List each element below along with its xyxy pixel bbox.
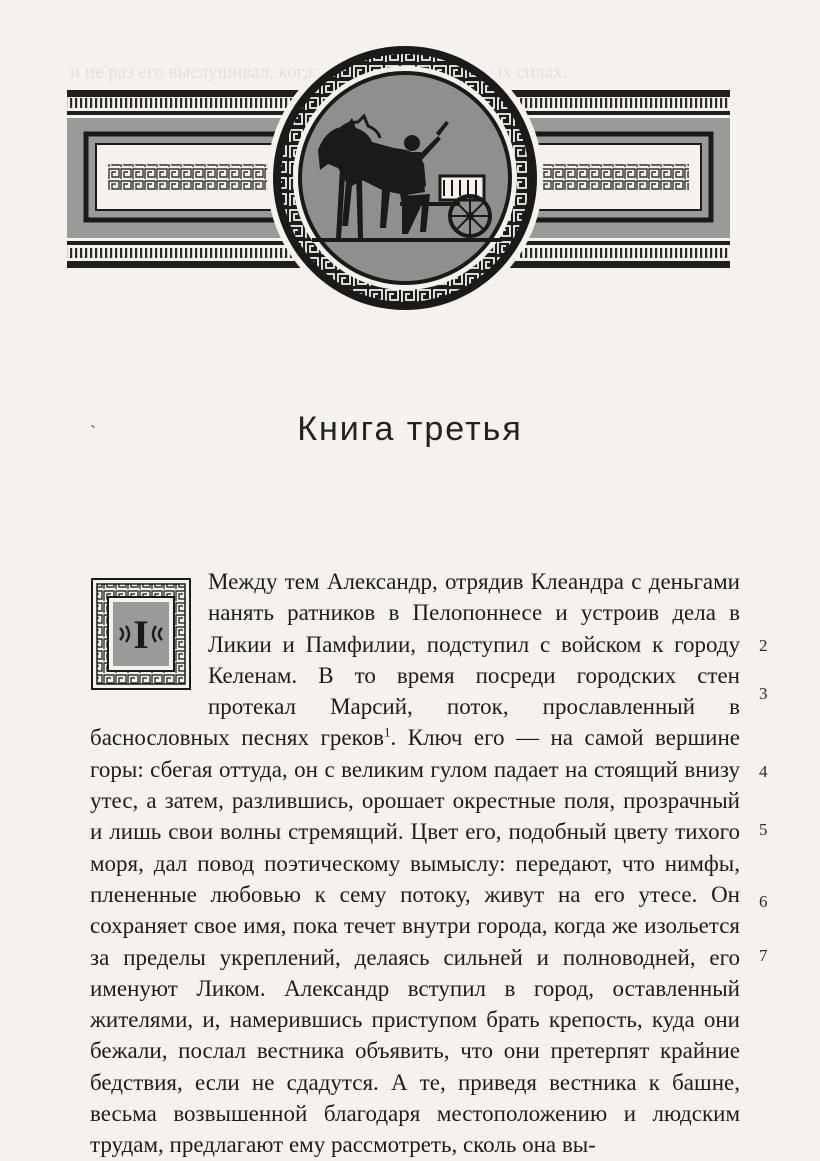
footnote-marker: 1 (383, 724, 391, 740)
section-number: 3 (759, 684, 768, 703)
margin-tick: ˎ (90, 408, 96, 428)
chapter-title: Книга третья (297, 410, 523, 448)
ghost-line: и не раз его выслушивал, когда силах. (70, 62, 568, 83)
chariot-medallion (267, 40, 543, 316)
drop-cap-space (90, 566, 208, 718)
section-number: 7 (759, 946, 768, 965)
paragraph-text-rest: . Ключ его — на самой вершине горы: сбегая оттуда, он с великим гулом падает на стоящий внизу утес, а затем, разлившись, орошает окрестные поля, прозрачный и лишь свои волны стремящий. Цвет его, подобный цвету тихого моря, дал повод поэтическому вымыслу: передают, что нимфы, плененные любовью к сему потоку, живут на его утесе. Он сохраняет свое имя, пока течет внутри города, когда же изольется за пределы укреплений, делаясь сильней и полноводней, его именуют Ликом. Александр вступил в город, оставленный жителями, и, намерившись приступом брать крепость, куда они бежали, послал вестника объявить, что они претерпят крайние бедствия, если не сдадутся. А те, приведя вестника к башне, весьма возвышенной благодаря местоположению и людским трудам, предлагают ему рассмотреть, сколь она вы- (90, 725, 740, 1158)
drop-cap-letter: I (133, 612, 149, 657)
paragraph-text-start: Между тем Александр, отрядив Клеандра с деньгами нанять ратников в Пелопоннесе и устроив дела в Ликии и Памфилии, подступил с войском к городу Келенам. В то время посреди городских стен протекал Марсий, поток, прославленный в баснословных песнях греков (90, 569, 740, 751)
section-number: 6 (759, 892, 768, 911)
chapter-header-ornament (0, 0, 820, 320)
section-number: 4 (759, 762, 768, 781)
main-paragraph (90, 566, 740, 1161)
section-number: 2 (759, 636, 768, 655)
section-number: 5 (759, 820, 768, 839)
